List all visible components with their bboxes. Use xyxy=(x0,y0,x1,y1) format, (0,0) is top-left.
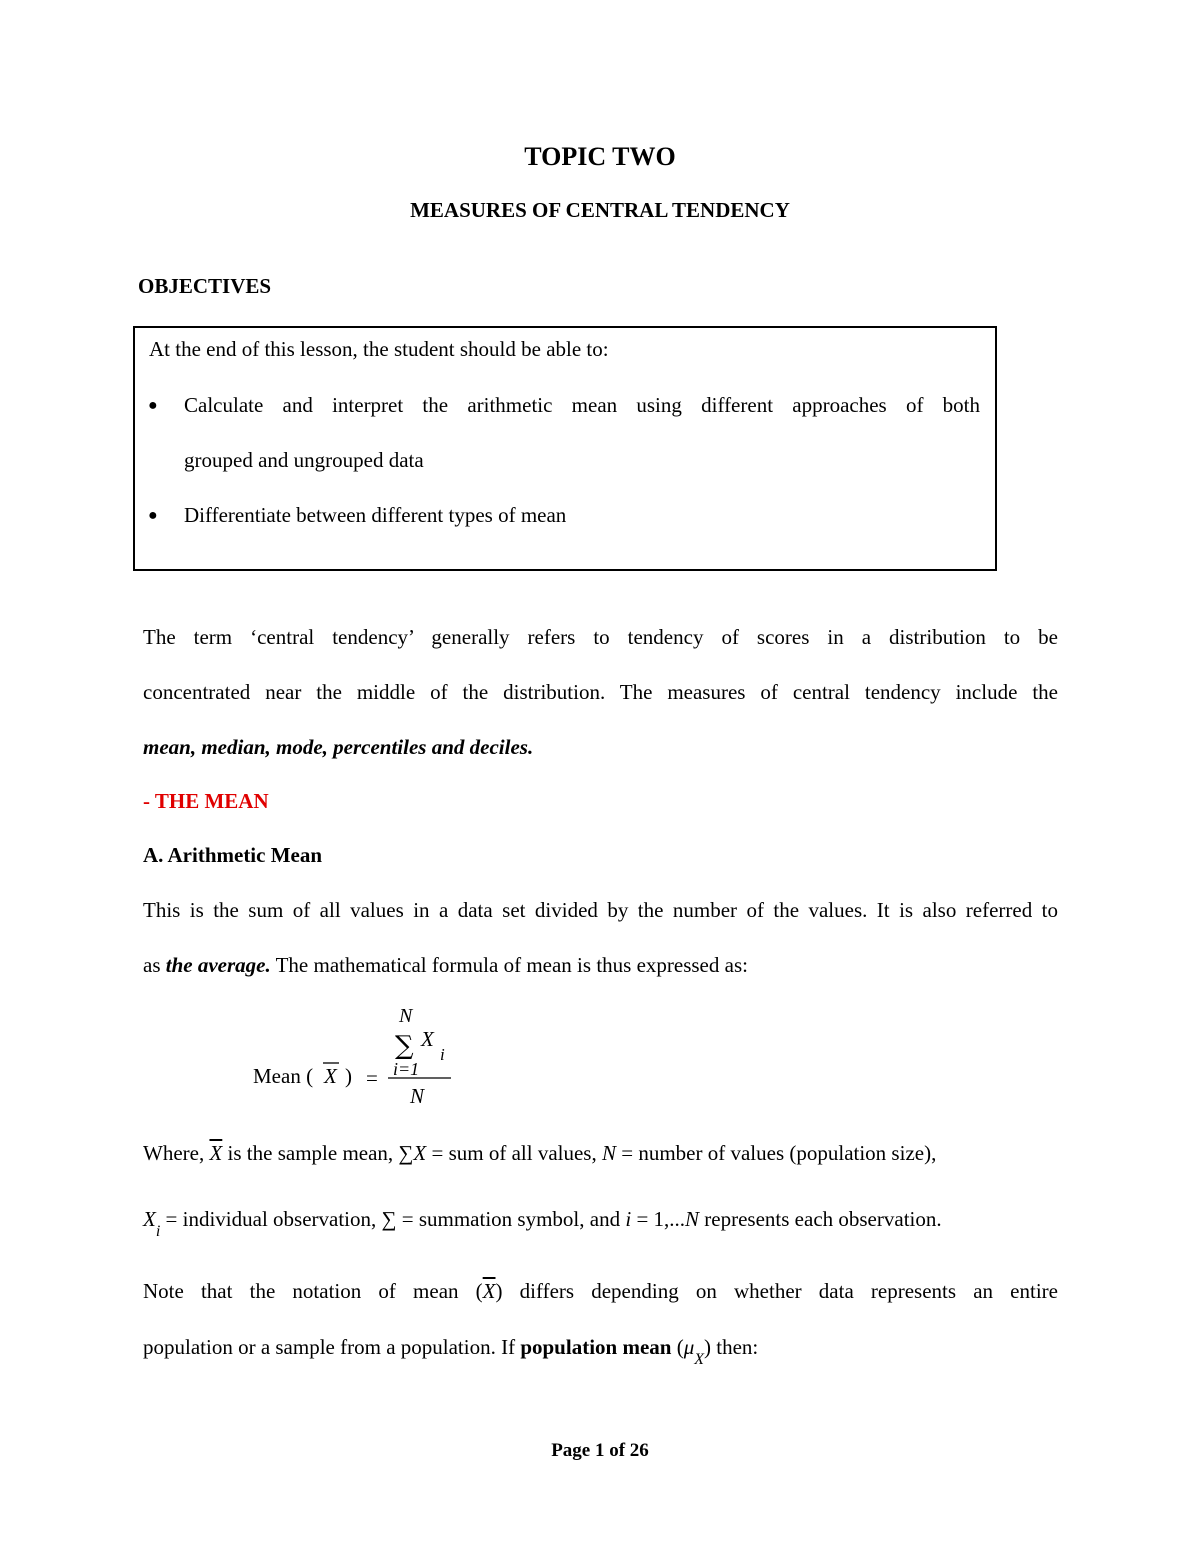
page-title: TOPIC TWO xyxy=(524,142,676,171)
formula-close-paren: ) xyxy=(345,1064,352,1088)
objectives-heading: OBJECTIVES xyxy=(138,274,272,298)
emphasis-the-average: the average. xyxy=(165,953,271,977)
intro-paragraph-line-2: concentrated near the middle of the distribution. The measures of central tendency include the xyxy=(143,680,1058,704)
definition-line-1: This is the sum of all values in a data set divided by the number of the values. It is also referred to xyxy=(143,898,1058,922)
note-line-2 xyxy=(143,1335,1058,1368)
symbol-sigma: ∑ xyxy=(398,1141,414,1165)
symbol-xbar: $\overline{X}$ xyxy=(209,1141,223,1165)
formula-xi-sub: i xyxy=(440,1045,445,1064)
text-run: ) then: xyxy=(704,1335,759,1359)
formula-lower-limit: i=1 xyxy=(393,1059,420,1079)
text-run: = individual observation, xyxy=(160,1207,382,1231)
formula-sigma: ∑ xyxy=(395,1031,414,1061)
text-run: ) differs depending on whether data represents an entire xyxy=(495,1279,1058,1303)
text-run: Note that the notation of mean ( xyxy=(143,1279,483,1303)
page-subtitle: MEASURES OF CENTRAL TENDENCY xyxy=(410,198,790,222)
formula-equals: = xyxy=(366,1066,378,1090)
symbol-n: N xyxy=(685,1207,700,1231)
symbol-mu-sub: X xyxy=(694,1351,705,1368)
objective-2: Differentiate between different types of mean xyxy=(184,503,567,527)
text-run: = sum of all values, xyxy=(426,1141,602,1165)
symbol-n: N xyxy=(601,1141,616,1165)
definition-line-2 xyxy=(143,953,1058,978)
text-run: as xyxy=(143,953,166,977)
mean-formula xyxy=(0,1000,1200,1120)
note-line-1 xyxy=(143,1279,1058,1304)
text-run: The mathematical formula of mean is thus expressed as: xyxy=(270,953,748,977)
page-number: Page 1 of 26 xyxy=(551,1440,649,1461)
text-run: = 1,... xyxy=(631,1207,686,1231)
objective-1-line-2: grouped and ungrouped data xyxy=(184,448,424,472)
intro-paragraph-line-3: mean, median, mode, percentiles and deciles. xyxy=(143,735,534,759)
formula-xi: X xyxy=(421,1027,434,1051)
symbol-sigma: ∑ xyxy=(381,1207,397,1231)
formula-denominator: N xyxy=(410,1084,425,1108)
symbol-xi: X xyxy=(143,1207,156,1231)
formula-label: Mean ( xyxy=(253,1064,314,1088)
formula-xbar: X xyxy=(324,1064,337,1088)
formula-upper-limit: N xyxy=(399,1005,413,1027)
symbol-x: X xyxy=(413,1141,427,1165)
symbol-mu: μ xyxy=(683,1335,695,1359)
text-run: Where, xyxy=(143,1141,210,1165)
symbol-i: i xyxy=(625,1207,632,1231)
where-line-1 xyxy=(143,1141,1058,1166)
text-run: represents each observation. xyxy=(699,1207,942,1231)
text-run: is the sample mean, xyxy=(222,1141,399,1165)
where-line-2 xyxy=(143,1207,1058,1240)
subsection-heading-arithmetic-mean: A. Arithmetic Mean xyxy=(143,843,323,867)
text-run: = number of values (population size), xyxy=(615,1141,937,1165)
symbol-xi-sub: i xyxy=(155,1223,161,1240)
intro-paragraph-line-1: The term ‘central tendency’ generally refers to tendency of scores in a distribution to be xyxy=(143,625,1058,649)
emphasis-population-mean: population mean xyxy=(520,1335,672,1359)
bullet-icon: ● xyxy=(148,507,158,524)
bullet-icon: ● xyxy=(148,397,158,414)
text-run: = summation symbol, and xyxy=(396,1207,626,1231)
section-heading-mean: - THE MEAN xyxy=(143,789,269,813)
objectives-intro: At the end of this lesson, the student should be able to: xyxy=(149,337,609,361)
text-run: ( xyxy=(671,1335,684,1359)
text-run: population or a sample from a population. If xyxy=(143,1335,521,1359)
objective-1-line-1: Calculate and interpret the arithmetic mean using different approaches of both xyxy=(184,393,980,417)
symbol-xbar: $\overline{X}$ xyxy=(482,1279,496,1303)
